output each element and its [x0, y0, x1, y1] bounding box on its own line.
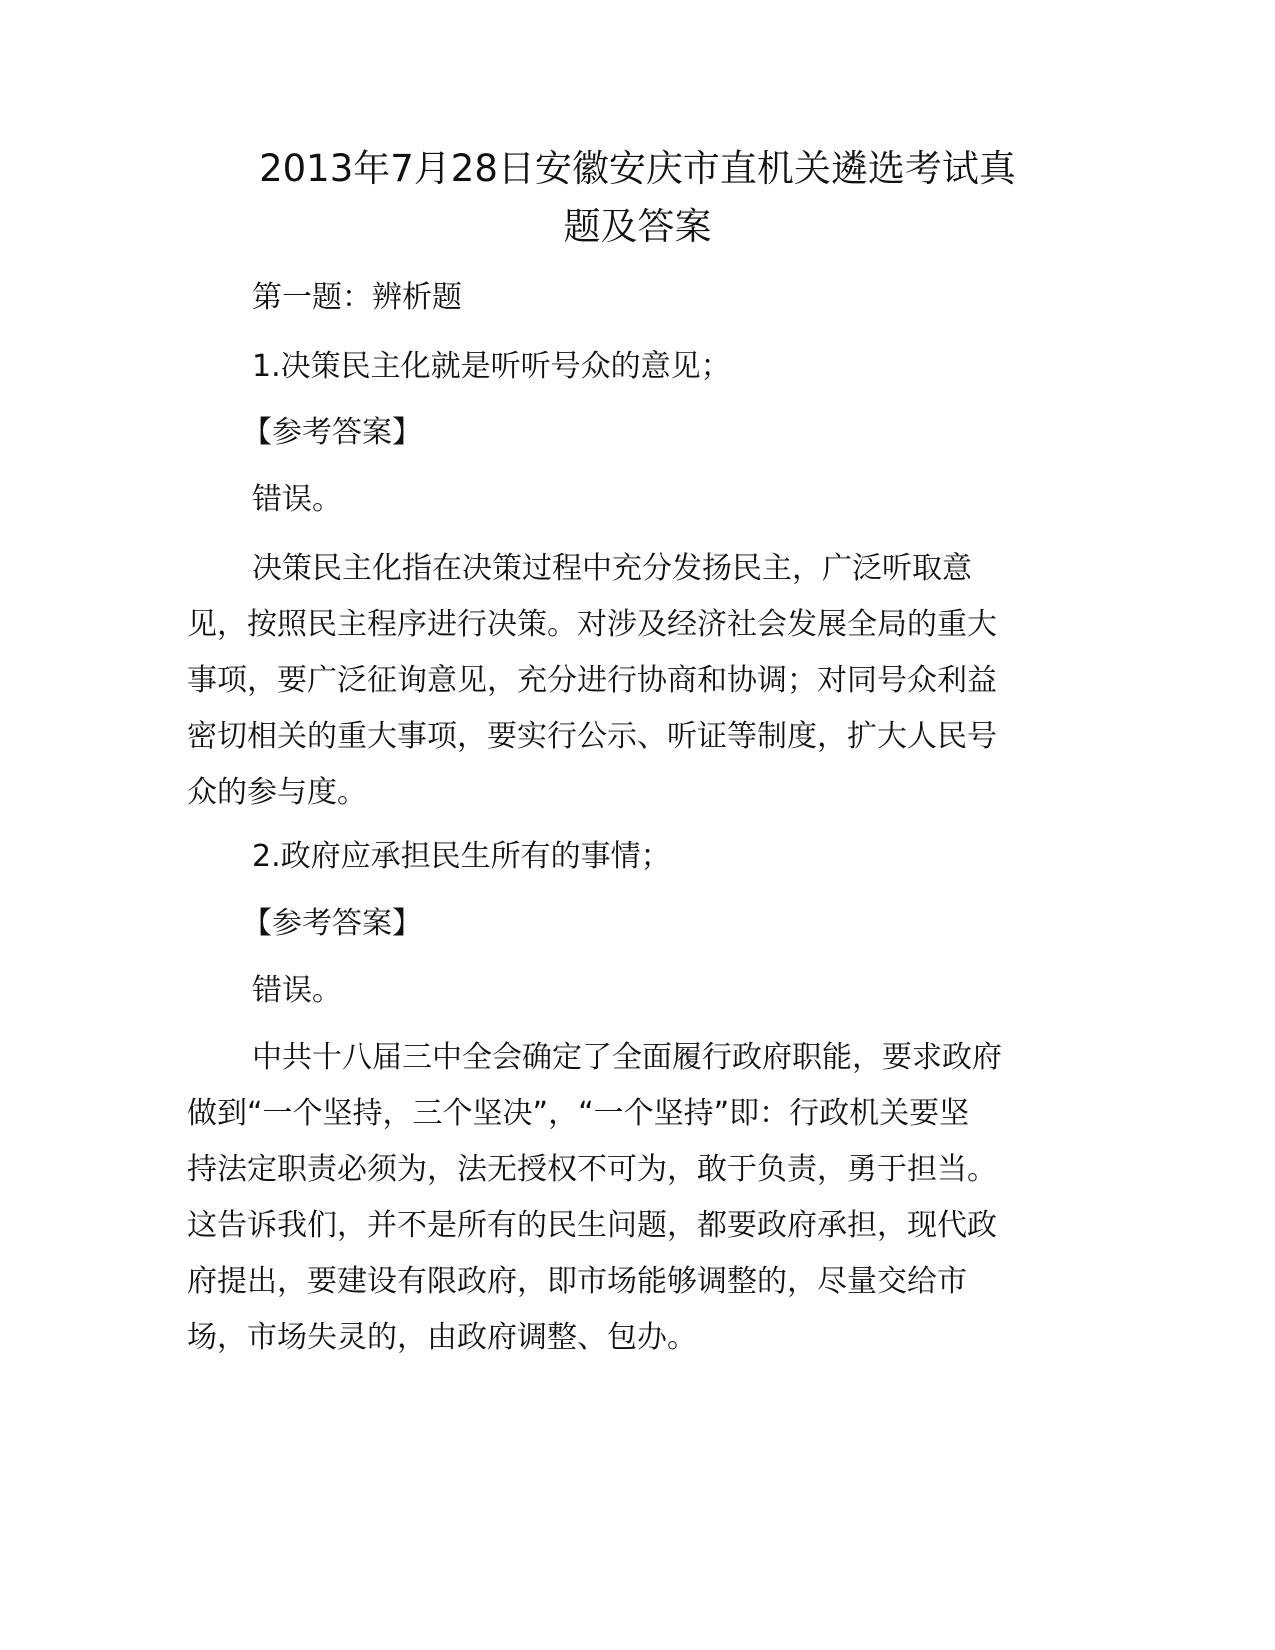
explanation-1	[187, 541, 1089, 821]
explanation-1-line: 众的参与度。	[187, 775, 367, 810]
verdict-1: 错误。	[252, 482, 342, 517]
explanation-2-line: 府提出，要建设有限政府，即市场能够调整的，尽量交给市	[187, 1264, 967, 1299]
explanation-1-line: 决策民主化指在决策过程中充分发扬民主，广泛听取意	[252, 551, 972, 586]
section-heading: 第一题：辨析题	[252, 280, 462, 315]
document-title	[150, 140, 1125, 256]
explanation-1-line: 密切相关的重大事项，要实行公示、听证等制度，扩大人民号	[187, 719, 997, 754]
answer-label-1: 【参考答案】	[242, 415, 422, 450]
question-1: 1.决策民主化就是听听号众的意见；	[252, 349, 731, 384]
answer-label-2: 【参考答案】	[242, 906, 422, 941]
explanation-2-line: 中共十八届三中全会确定了全面履行政府职能，要求政府	[252, 1040, 1002, 1075]
explanation-2	[187, 1030, 1089, 1366]
explanation-1-line: 事项，要广泛征询意见，充分进行协商和协调；对同号众利益	[187, 663, 997, 698]
question-2: 2.政府应承担民生所有的事情；	[252, 839, 671, 874]
title-line-2: 题及答案	[563, 205, 712, 248]
title-line-1: 2013年7月28日安徽安庆市直机关遴选考试真	[259, 147, 1016, 190]
verdict-2: 错误。	[252, 973, 342, 1008]
explanation-2-line: 这告诉我们，并不是所有的民生问题，都要政府承担，现代政	[187, 1208, 997, 1243]
explanation-2-line: 持法定职责必须为，法无授权不可为，敢于负责，勇于担当。	[187, 1152, 997, 1187]
explanation-2-line: 做到“一个坚持，三个坚决”，“一个坚持”即：行政机关要坚	[187, 1096, 970, 1131]
explanation-1-line: 见，按照民主程序进行决策。对涉及经济社会发展全局的重大	[187, 607, 997, 642]
explanation-2-line: 场，市场失灵的，由政府调整、包办。	[187, 1320, 697, 1355]
